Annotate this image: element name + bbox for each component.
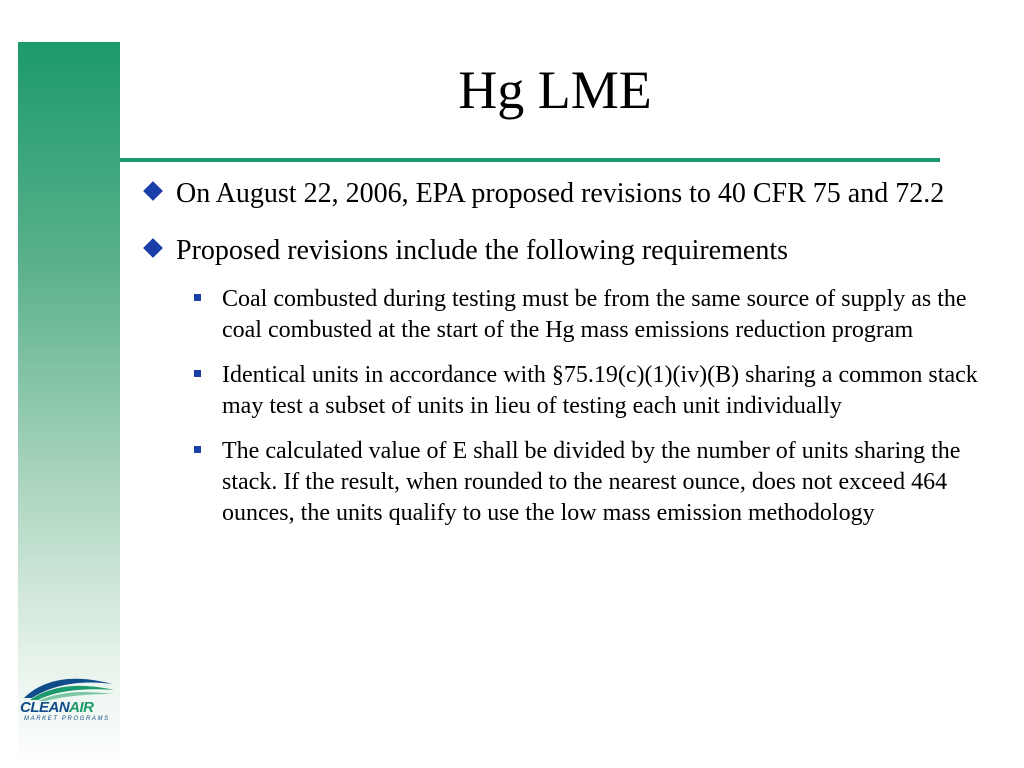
bullet-content [140,176,1000,543]
sub-bullet-text: The calculated value of E shall be divided by the number of units sharing the stack. If the result, when rounded to the nearest ounce, does not exceed 464 ounces, the units qualify to use the low mass emission methodology [222,438,961,526]
sub-bullet-item [192,436,1000,529]
title-divider [120,158,940,162]
square-bullet-icon [194,294,201,301]
sub-bullet-list [140,284,1000,529]
bullet-text: Proposed revisions include the following requirements [176,235,788,266]
bullet-item [140,233,1000,268]
logo-air-text: AIR [69,699,94,716]
sub-bullet-item [192,360,1000,422]
diamond-bullet-icon [143,181,163,201]
logo-subtitle: MARKET PROGRAMS [24,716,110,722]
square-bullet-icon [194,446,201,453]
sub-bullet-item [192,284,1000,346]
bullet-text: On August 22, 2006, EPA proposed revisions to 40 CFR 75 and 72.2 [176,178,945,209]
square-bullet-icon [194,370,201,377]
sub-bullet-text: Identical units in accordance with §75.19(c)(1)(iv)(B) sharing a common stack may test a subset of units in lieu of testing each unit individually [222,362,978,419]
sub-bullet-text: Coal combusted during testing must be from the same source of supply as the coal combusted at the start of the Hg mass emissions reduction program [222,286,967,343]
slide-title: Hg LME [458,60,652,120]
bullet-item [140,176,1000,211]
green-gradient-sidebar [18,42,120,768]
logo-clean-text: CLEAN [20,699,70,716]
diamond-bullet-icon [143,238,163,258]
logo-wordmark [20,700,116,716]
logo-swoosh-icon [20,672,116,702]
clean-air-markets-logo [20,672,116,728]
